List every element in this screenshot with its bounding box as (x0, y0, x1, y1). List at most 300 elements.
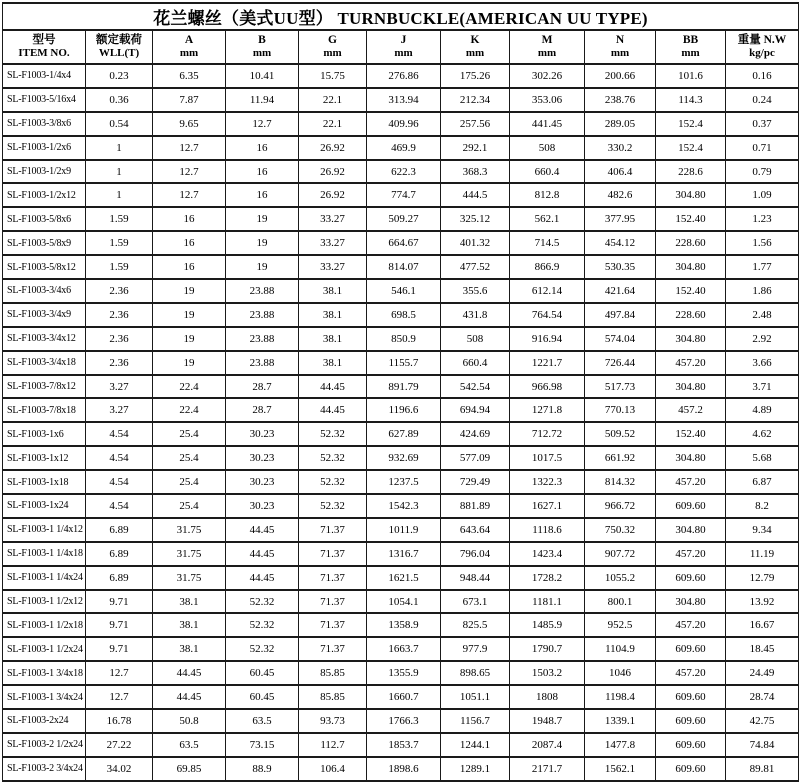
value-cell: 0.24 (726, 88, 799, 112)
item-no-cell: SL-F1003-3/4x9 (3, 303, 86, 327)
value-cell: 38.1 (299, 303, 367, 327)
value-cell: 74.84 (726, 733, 799, 757)
value-cell: 622.3 (367, 160, 441, 184)
value-cell: 0.54 (86, 112, 153, 136)
item-no-cell: SL-F1003-1x18 (3, 470, 86, 494)
value-cell: 660.4 (441, 351, 510, 375)
value-cell: 1355.9 (367, 661, 441, 685)
value-cell: 22.4 (153, 375, 226, 399)
value-cell: 714.5 (510, 231, 585, 255)
item-no-cell: SL-F1003-1 1/4x12 (3, 518, 86, 542)
column-name: M (541, 33, 553, 46)
value-cell: 814.32 (585, 470, 656, 494)
value-cell: 1339.1 (585, 709, 656, 733)
item-no-cell: SL-F1003-1 1/2x18 (3, 613, 86, 637)
table-row (3, 637, 799, 661)
value-cell: 2.36 (86, 279, 153, 303)
value-cell: 38.1 (153, 613, 226, 637)
value-cell: 12.7 (153, 136, 226, 160)
value-cell: 750.32 (585, 518, 656, 542)
value-cell: 1562.1 (585, 757, 656, 781)
value-cell: 0.37 (726, 112, 799, 136)
value-cell: 2.36 (86, 327, 153, 351)
table-row (3, 136, 799, 160)
value-cell: 13.92 (726, 590, 799, 614)
value-cell: 28.74 (726, 685, 799, 709)
value-cell: 891.79 (367, 375, 441, 399)
value-cell: 38.1 (299, 351, 367, 375)
column-unit: mm (252, 47, 272, 60)
value-cell: 12.7 (226, 112, 299, 136)
column-unit: mm (681, 47, 700, 60)
item-no-cell: SL-F1003-1x6 (3, 422, 86, 446)
item-no-cell: SL-F1003-2 3/4x24 (3, 757, 86, 781)
value-cell: 6.89 (86, 566, 153, 590)
value-cell: 101.6 (656, 64, 726, 88)
value-cell: 304.80 (656, 375, 726, 399)
value-cell: 10.41 (226, 64, 299, 88)
value-cell: 952.5 (585, 613, 656, 637)
value-cell: 673.1 (441, 590, 510, 614)
table-body (3, 64, 799, 781)
table-row (3, 733, 799, 757)
value-cell: 1.59 (86, 231, 153, 255)
value-cell: 38.1 (299, 327, 367, 351)
table-row (3, 160, 799, 184)
value-cell: 23.88 (226, 327, 299, 351)
value-cell: 712.72 (510, 422, 585, 446)
value-cell: 304.80 (656, 327, 726, 351)
column-name: BB (682, 33, 699, 46)
value-cell: 932.69 (367, 446, 441, 470)
value-cell: 694.94 (441, 398, 510, 422)
value-cell: 517.73 (585, 375, 656, 399)
item-no-cell: SL-F1003-1/2x6 (3, 136, 86, 160)
value-cell: 89.81 (726, 757, 799, 781)
value-cell: 11.94 (226, 88, 299, 112)
value-cell: 424.69 (441, 422, 510, 446)
value-cell: 112.7 (299, 733, 367, 757)
value-cell: 530.35 (585, 255, 656, 279)
value-cell: 1.09 (726, 183, 799, 207)
column-name: J (400, 33, 407, 46)
value-cell: 1322.3 (510, 470, 585, 494)
column-header-7 (510, 30, 585, 64)
value-cell: 52.32 (226, 637, 299, 661)
column-header-10 (726, 30, 799, 64)
table-row (3, 303, 799, 327)
value-cell: 3.27 (86, 375, 153, 399)
value-cell: 661.92 (585, 446, 656, 470)
value-cell: 9.71 (86, 637, 153, 661)
value-cell: 85.85 (299, 661, 367, 685)
value-cell: 304.80 (656, 255, 726, 279)
value-cell: 71.37 (299, 542, 367, 566)
value-cell: 421.64 (585, 279, 656, 303)
value-cell: 16 (153, 207, 226, 231)
value-cell: 4.54 (86, 422, 153, 446)
value-cell: 25.4 (153, 494, 226, 518)
value-cell: 16 (153, 231, 226, 255)
value-cell: 19 (153, 327, 226, 351)
value-cell: 71.37 (299, 590, 367, 614)
value-cell: 28.7 (226, 398, 299, 422)
value-cell: 881.89 (441, 494, 510, 518)
value-cell: 609.60 (656, 733, 726, 757)
value-cell: 6.89 (86, 542, 153, 566)
value-cell: 16 (226, 183, 299, 207)
value-cell: 850.9 (367, 327, 441, 351)
column-header-0 (3, 30, 86, 64)
value-cell: 368.3 (441, 160, 510, 184)
column-header-6 (441, 30, 510, 64)
value-cell: 22.1 (299, 112, 367, 136)
value-cell: 276.86 (367, 64, 441, 88)
value-cell: 3.71 (726, 375, 799, 399)
value-cell: 31.75 (153, 518, 226, 542)
value-cell: 509.52 (585, 422, 656, 446)
value-cell: 16 (226, 136, 299, 160)
value-cell: 16 (226, 160, 299, 184)
value-cell: 25.4 (153, 446, 226, 470)
table-row (3, 327, 799, 351)
value-cell: 1046 (585, 661, 656, 685)
value-cell: 313.94 (367, 88, 441, 112)
value-cell: 1 (86, 160, 153, 184)
item-no-cell: SL-F1003-7/8x12 (3, 375, 86, 399)
value-cell: 4.54 (86, 470, 153, 494)
value-cell: 977.9 (441, 637, 510, 661)
value-cell: 52.32 (299, 494, 367, 518)
value-cell: 1271.8 (510, 398, 585, 422)
value-cell: 660.4 (510, 160, 585, 184)
value-cell: 22.1 (299, 88, 367, 112)
value-cell: 33.27 (299, 207, 367, 231)
turnbuckle-spec-table (2, 2, 799, 782)
value-cell: 0.71 (726, 136, 799, 160)
value-cell: 1660.7 (367, 685, 441, 709)
value-cell: 228.60 (656, 303, 726, 327)
value-cell: 152.40 (656, 279, 726, 303)
value-cell: 330.2 (585, 136, 656, 160)
column-header-3 (226, 30, 299, 64)
value-cell: 477.52 (441, 255, 510, 279)
column-unit: WLL(T) (98, 47, 140, 60)
value-cell: 71.37 (299, 613, 367, 637)
value-cell: 52.32 (226, 613, 299, 637)
value-cell: 325.12 (441, 207, 510, 231)
value-cell: 627.89 (367, 422, 441, 446)
value-cell: 9.71 (86, 590, 153, 614)
value-cell: 916.94 (510, 327, 585, 351)
value-cell: 42.75 (726, 709, 799, 733)
value-cell: 546.1 (367, 279, 441, 303)
value-cell: 25.4 (153, 470, 226, 494)
value-cell: 16 (153, 255, 226, 279)
table-row (3, 183, 799, 207)
value-cell: 63.5 (226, 709, 299, 733)
value-cell: 50.8 (153, 709, 226, 733)
item-no-cell: SL-F1003-5/8x6 (3, 207, 86, 231)
value-cell: 609.60 (656, 566, 726, 590)
column-name: A (184, 33, 194, 46)
value-cell: 26.92 (299, 183, 367, 207)
value-cell: 497.84 (585, 303, 656, 327)
value-cell: 609.60 (656, 709, 726, 733)
value-cell: 409.96 (367, 112, 441, 136)
value-cell: 26.92 (299, 136, 367, 160)
value-cell: 1104.9 (585, 637, 656, 661)
value-cell: 1728.2 (510, 566, 585, 590)
value-cell: 907.72 (585, 542, 656, 566)
value-cell: 2087.4 (510, 733, 585, 757)
value-cell: 1055.2 (585, 566, 656, 590)
value-cell: 814.07 (367, 255, 441, 279)
value-cell: 4.89 (726, 398, 799, 422)
item-no-cell: SL-F1003-1/2x12 (3, 183, 86, 207)
value-cell: 33.27 (299, 231, 367, 255)
value-cell: 812.8 (510, 183, 585, 207)
value-cell: 729.49 (441, 470, 510, 494)
value-cell: 377.95 (585, 207, 656, 231)
value-cell: 0.36 (86, 88, 153, 112)
item-no-cell: SL-F1003-7/8x18 (3, 398, 86, 422)
value-cell: 25.4 (153, 422, 226, 446)
value-cell: 1156.7 (441, 709, 510, 733)
value-cell: 23.88 (226, 351, 299, 375)
value-cell: 431.8 (441, 303, 510, 327)
value-cell: 38.1 (153, 590, 226, 614)
value-cell: 12.7 (86, 661, 153, 685)
value-cell: 30.23 (226, 422, 299, 446)
table-row (3, 279, 799, 303)
value-cell: 457.20 (656, 661, 726, 685)
value-cell: 34.02 (86, 757, 153, 781)
value-cell: 562.1 (510, 207, 585, 231)
value-cell: 44.45 (226, 518, 299, 542)
value-cell: 0.16 (726, 64, 799, 88)
value-cell: 1898.6 (367, 757, 441, 781)
value-cell: 30.23 (226, 494, 299, 518)
value-cell: 44.45 (299, 398, 367, 422)
value-cell: 304.80 (656, 590, 726, 614)
column-unit: ITEM NO. (18, 47, 70, 60)
table-row (3, 566, 799, 590)
value-cell: 1766.3 (367, 709, 441, 733)
value-cell: 643.64 (441, 518, 510, 542)
value-cell: 3.27 (86, 398, 153, 422)
value-cell: 304.80 (656, 183, 726, 207)
value-cell: 1 (86, 136, 153, 160)
value-cell: 1485.9 (510, 613, 585, 637)
column-name: N (615, 33, 625, 46)
value-cell: 228.60 (656, 231, 726, 255)
value-cell: 401.32 (441, 231, 510, 255)
spec-sheet (2, 2, 798, 775)
column-unit: kg/pc (749, 47, 775, 60)
value-cell: 9.34 (726, 518, 799, 542)
title-row (3, 3, 799, 30)
value-cell: 16.67 (726, 613, 799, 637)
value-cell: 0.79 (726, 160, 799, 184)
value-cell: 1542.3 (367, 494, 441, 518)
value-cell: 574.04 (585, 327, 656, 351)
column-header-5 (367, 30, 441, 64)
value-cell: 52.32 (226, 590, 299, 614)
value-cell: 60.45 (226, 661, 299, 685)
value-cell: 1853.7 (367, 733, 441, 757)
value-cell: 289.05 (585, 112, 656, 136)
table-row (3, 398, 799, 422)
value-cell: 1181.1 (510, 590, 585, 614)
column-header-2 (153, 30, 226, 64)
value-cell: 7.87 (153, 88, 226, 112)
item-no-cell: SL-F1003-2 1/2x24 (3, 733, 86, 757)
value-cell: 19 (153, 303, 226, 327)
item-no-cell: SL-F1003-1 1/2x12 (3, 590, 86, 614)
table-row (3, 518, 799, 542)
value-cell: 9.65 (153, 112, 226, 136)
value-cell: 457.20 (656, 470, 726, 494)
value-cell: 482.6 (585, 183, 656, 207)
item-no-cell: SL-F1003-3/4x12 (3, 327, 86, 351)
value-cell: 238.76 (585, 88, 656, 112)
item-no-cell: SL-F1003-3/8x6 (3, 112, 86, 136)
value-cell: 508 (441, 327, 510, 351)
value-cell: 63.5 (153, 733, 226, 757)
value-cell: 22.4 (153, 398, 226, 422)
table-row (3, 351, 799, 375)
value-cell: 23.88 (226, 279, 299, 303)
value-cell: 1621.5 (367, 566, 441, 590)
value-cell: 304.80 (656, 518, 726, 542)
value-cell: 800.1 (585, 590, 656, 614)
value-cell: 52.32 (299, 422, 367, 446)
value-cell: 85.85 (299, 685, 367, 709)
value-cell: 44.45 (226, 566, 299, 590)
value-cell: 302.26 (510, 64, 585, 88)
value-cell: 698.5 (367, 303, 441, 327)
value-cell: 4.62 (726, 422, 799, 446)
value-cell: 18.45 (726, 637, 799, 661)
value-cell: 23.88 (226, 303, 299, 327)
value-cell: 1221.7 (510, 351, 585, 375)
value-cell: 60.45 (226, 685, 299, 709)
value-cell: 38.1 (153, 637, 226, 661)
table-row (3, 255, 799, 279)
value-cell: 152.4 (656, 112, 726, 136)
value-cell: 2171.7 (510, 757, 585, 781)
value-cell: 1663.7 (367, 637, 441, 661)
value-cell: 93.73 (299, 709, 367, 733)
item-no-cell: SL-F1003-1 1/2x24 (3, 637, 86, 661)
value-cell: 257.56 (441, 112, 510, 136)
value-cell: 948.44 (441, 566, 510, 590)
value-cell: 726.44 (585, 351, 656, 375)
value-cell: 6.87 (726, 470, 799, 494)
value-cell: 1.59 (86, 255, 153, 279)
column-name: G (328, 33, 337, 46)
value-cell: 1017.5 (510, 446, 585, 470)
value-cell: 609.60 (656, 757, 726, 781)
item-no-cell: SL-F1003-5/16x4 (3, 88, 86, 112)
column-unit: mm (323, 47, 342, 60)
item-no-cell: SL-F1003-1x24 (3, 494, 86, 518)
value-cell: 966.98 (510, 375, 585, 399)
value-cell: 200.66 (585, 64, 656, 88)
table-row (3, 64, 799, 88)
value-cell: 1118.6 (510, 518, 585, 542)
value-cell: 508 (510, 136, 585, 160)
value-cell: 152.4 (656, 136, 726, 160)
value-cell: 1.56 (726, 231, 799, 255)
column-name: 型号 (32, 33, 56, 46)
value-cell: 2.36 (86, 303, 153, 327)
table-row (3, 757, 799, 781)
value-cell: 898.65 (441, 661, 510, 685)
value-cell: 1477.8 (585, 733, 656, 757)
value-cell: 1198.4 (585, 685, 656, 709)
item-no-cell: SL-F1003-2x24 (3, 709, 86, 733)
item-no-cell: SL-F1003-1 1/4x18 (3, 542, 86, 566)
value-cell: 1011.9 (367, 518, 441, 542)
table-title: 花兰螺丝（美式UU型） TURNBUCKLE(AMERICAN UU TYPE) (3, 3, 799, 30)
value-cell: 0.23 (86, 64, 153, 88)
table-row (3, 590, 799, 614)
value-cell: 1.77 (726, 255, 799, 279)
value-cell: 406.4 (585, 160, 656, 184)
value-cell: 12.7 (86, 685, 153, 709)
value-cell: 31.75 (153, 566, 226, 590)
table-row (3, 709, 799, 733)
value-cell: 33.27 (299, 255, 367, 279)
value-cell: 353.06 (510, 88, 585, 112)
column-name: 额定载荷 (96, 33, 142, 46)
value-cell: 12.79 (726, 566, 799, 590)
table-row (3, 207, 799, 231)
table-row (3, 685, 799, 709)
value-cell: 764.54 (510, 303, 585, 327)
value-cell: 27.22 (86, 733, 153, 757)
value-cell: 52.32 (299, 446, 367, 470)
value-cell: 577.09 (441, 446, 510, 470)
value-cell: 1244.1 (441, 733, 510, 757)
item-no-cell: SL-F1003-3/4x6 (3, 279, 86, 303)
value-cell: 441.45 (510, 112, 585, 136)
item-no-cell: SL-F1003-1/2x9 (3, 160, 86, 184)
value-cell: 1 (86, 183, 153, 207)
value-cell: 774.7 (367, 183, 441, 207)
value-cell: 2.48 (726, 303, 799, 327)
value-cell: 11.19 (726, 542, 799, 566)
item-no-cell: SL-F1003-5/8x9 (3, 231, 86, 255)
value-cell: 19 (226, 231, 299, 255)
value-cell: 9.71 (86, 613, 153, 637)
value-cell: 19 (153, 351, 226, 375)
value-cell: 609.60 (656, 494, 726, 518)
value-cell: 73.15 (226, 733, 299, 757)
table-row (3, 470, 799, 494)
value-cell: 469.9 (367, 136, 441, 160)
value-cell: 1.59 (86, 207, 153, 231)
value-cell: 612.14 (510, 279, 585, 303)
value-cell: 175.26 (441, 64, 510, 88)
column-header-1 (86, 30, 153, 64)
value-cell: 30.23 (226, 446, 299, 470)
value-cell: 8.2 (726, 494, 799, 518)
value-cell: 16.78 (86, 709, 153, 733)
value-cell: 1627.1 (510, 494, 585, 518)
